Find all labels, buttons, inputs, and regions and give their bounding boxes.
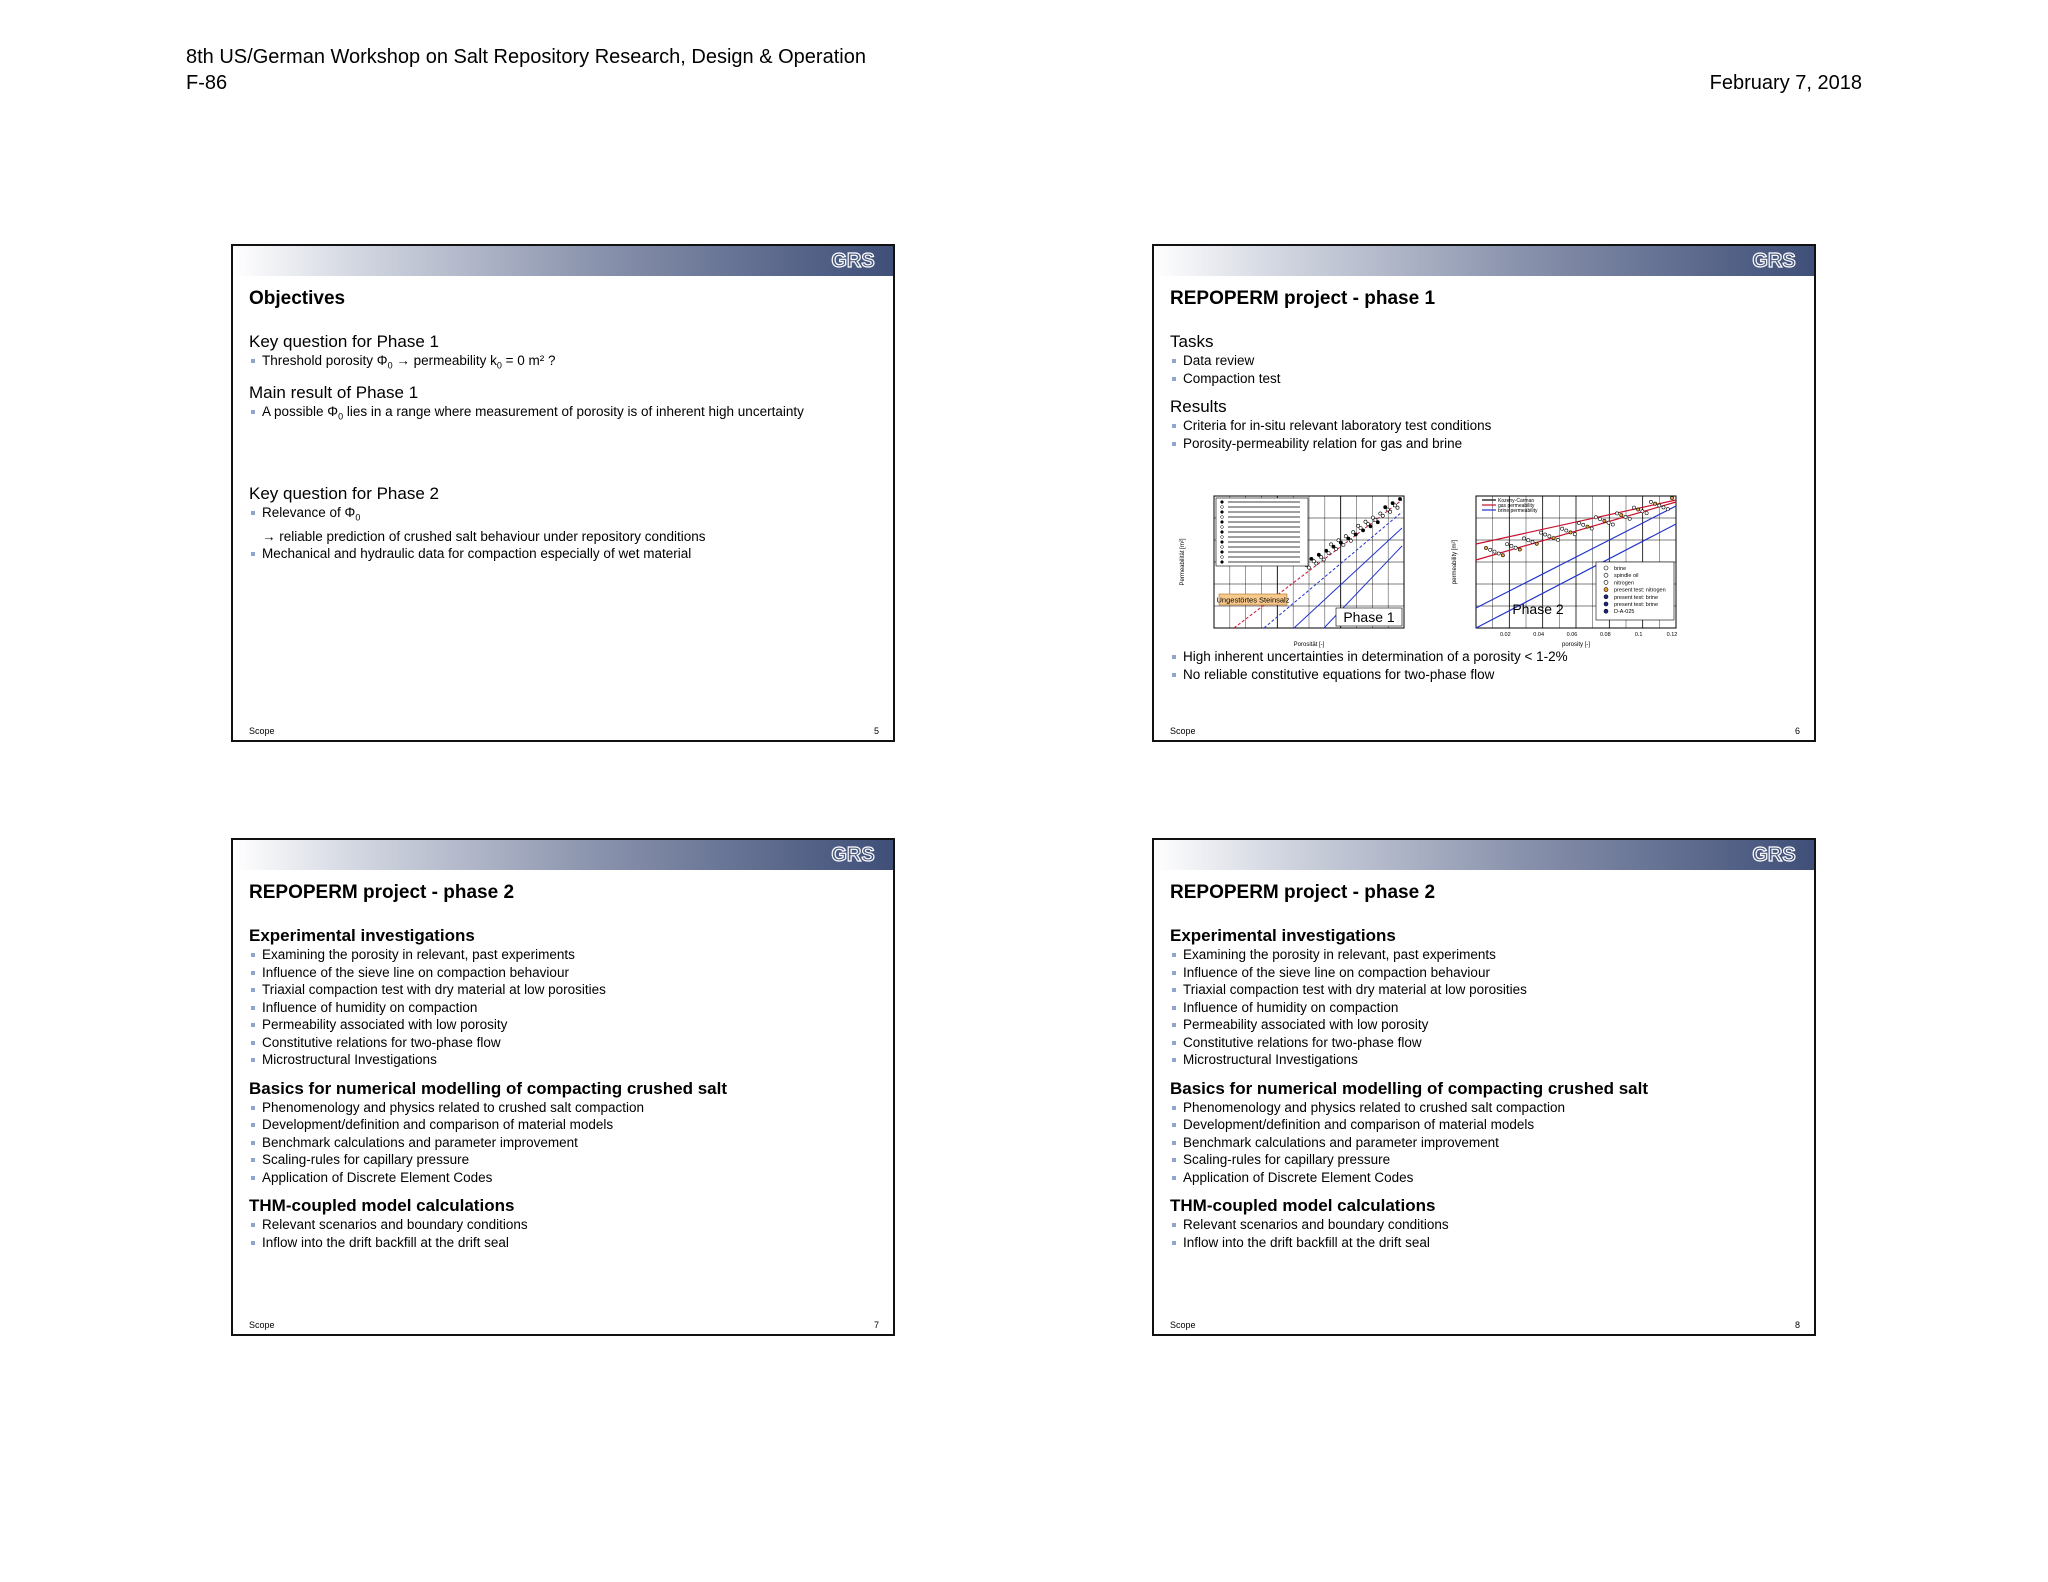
bullet-item: Relevance of $\Phi_0$ <box>249 504 881 527</box>
phase2-point <box>1489 548 1492 551</box>
phase2-x-tick-label: 0.12 <box>1666 632 1678 638</box>
phase2-point <box>1662 506 1665 509</box>
phase1-chart <box>1174 488 1414 648</box>
phase2-point <box>1586 525 1589 528</box>
bullet-item: Examining the porosity in relevant, past experiments <box>249 946 881 964</box>
phase1-point <box>1398 497 1401 500</box>
phase1-data-points <box>1302 497 1401 569</box>
slide-number: 8 <box>1794 1320 1800 1330</box>
grs-logo-icon <box>1748 248 1800 272</box>
phase2-point <box>1531 540 1534 543</box>
slide-content <box>1170 332 1802 452</box>
slide-number: 6 <box>1794 726 1800 736</box>
phase2-point <box>1594 516 1597 519</box>
phase2-legend-label: present test: brine <box>1614 602 1659 608</box>
phase2-legend-label: nitrogen <box>1614 580 1634 587</box>
bullet-item: Threshold porosity $\Phi_0$ → permeability $k_0 = 0$ m² ? <box>249 352 881 375</box>
phase2-chart <box>1446 488 1686 648</box>
svg-text:GRS: GRS <box>1752 844 1796 866</box>
slide-number: 5 <box>873 726 879 736</box>
phase2-point <box>1632 506 1635 509</box>
phase2-x-tick-label: 0.04 <box>1533 632 1545 638</box>
phase1-x-axis-label: Porosität [-] <box>1293 642 1325 648</box>
phase2-legend-label: present test: nitrogen <box>1614 587 1666 594</box>
phase2-point <box>1582 523 1585 526</box>
bullet-item: Influence of the sieve line on compaction behaviour <box>249 964 881 982</box>
bullet-item: No reliable constitutive equations for two-phase flow <box>1170 666 1802 684</box>
bullet-item: Relevant scenarios and boundary conditions <box>249 1216 881 1234</box>
grs-logo-icon <box>827 248 879 272</box>
phase1-point <box>1396 506 1399 509</box>
bullet-item: High inherent uncertainties in determination of a porosity < 1-2% <box>1170 648 1802 666</box>
bullet-item: Application of Discrete Element Codes <box>249 1169 881 1187</box>
phase2-x-tick-label: 0.06 <box>1566 632 1578 638</box>
phase2-point <box>1620 514 1623 517</box>
phase2-point <box>1590 527 1593 530</box>
phase1-point <box>1349 539 1352 542</box>
phase2-point <box>1535 542 1538 545</box>
phase2-legend-marker <box>1604 602 1608 606</box>
bullet-item: Development/definition and comparison of material models <box>1170 1116 1802 1134</box>
phase2-x-ticks <box>1500 632 1677 638</box>
bullet-item: Inflow into the drift backfill at the drift seal <box>249 1234 881 1252</box>
phase2-point <box>1569 531 1572 534</box>
slide-phase1 <box>1152 244 1816 742</box>
slide-number: 7 <box>873 1320 879 1330</box>
slide-footer: Scope <box>1170 1320 1196 1330</box>
phase1-legend-marker <box>1221 521 1224 524</box>
page-code: F-86 <box>186 72 228 94</box>
svg-text:GRS: GRS <box>831 844 875 866</box>
phase2-legend-label: present test: brine <box>1614 594 1659 601</box>
phase2-point <box>1506 543 1509 546</box>
bullet-item: Scaling-rules for capillary pressure <box>249 1151 881 1169</box>
bullet-item: Constitutive relations for two-phase flow <box>249 1034 881 1052</box>
phase1-point <box>1342 543 1345 546</box>
bullet-item: Microstructural Investigations <box>1170 1051 1802 1069</box>
bullet-item: Data review <box>1170 352 1802 370</box>
phase1-legend-marker <box>1221 516 1224 519</box>
svg-text:GRS: GRS <box>831 250 875 272</box>
phase2-y-axis-label: permeability [m²] <box>1452 539 1458 585</box>
slide-content <box>1170 926 1802 1251</box>
bullet-item: Permeability associated with low porosity <box>1170 1016 1802 1034</box>
bullet-item: A possible $\Phi_0$ lies in a range where measurement of porosity is of inherent high uncertainty <box>249 403 881 426</box>
phase1-tag-label: Ungestörtes Steinsalz <box>1216 595 1290 605</box>
phase2-x-tick-label: 0.08 <box>1599 632 1611 638</box>
phase2-point <box>1561 527 1564 530</box>
page-date: February 7, 2018 <box>1709 72 1862 94</box>
phase1-label: Phase 1 <box>1343 609 1395 625</box>
bullet-item: Influence of humidity on compaction <box>1170 999 1802 1017</box>
phase2-point <box>1484 546 1487 549</box>
phase2-legend-marker <box>1604 566 1608 570</box>
section-heading: Key question for Phase 2 <box>249 484 439 504</box>
phase2-point <box>1624 515 1627 518</box>
phase2-point <box>1556 538 1559 541</box>
slide-footer: Scope <box>249 726 275 736</box>
slide-banner <box>233 246 893 276</box>
phase1-legend-marker <box>1221 501 1224 504</box>
phase2-point <box>1493 550 1496 553</box>
bullet-item: Inflow into the drift backfill at the drift seal <box>1170 1234 1802 1252</box>
phase2-point <box>1527 539 1530 542</box>
phase2-point <box>1607 521 1610 524</box>
phase1-point <box>1334 547 1337 550</box>
bullet-item: Triaxial compaction test with dry material at low porosities <box>1170 981 1802 999</box>
phase2-legend-label: brine <box>1614 566 1627 572</box>
slide-phase2-b <box>1152 838 1816 1336</box>
phase2-point <box>1501 554 1504 557</box>
phase1-point <box>1322 558 1325 561</box>
section-heading: THM-coupled model calculations <box>1170 1196 1436 1215</box>
section-heading: Basics for numerical modelling of compacting crushed salt <box>1170 1078 1649 1098</box>
page-header-left <box>186 44 866 96</box>
phase2-point <box>1654 502 1657 505</box>
phase2-legend-label: spindle oil <box>1614 573 1639 580</box>
phase2-point <box>1603 519 1606 522</box>
bullet-item: Triaxial compaction test with dry material at low porosities <box>249 981 881 999</box>
section-heading: Results <box>1170 397 1227 416</box>
phase2-legend-line-label: gas permeability <box>1498 502 1535 509</box>
phase1-point <box>1369 525 1372 528</box>
phase1-point <box>1389 510 1392 513</box>
bullet-item: Constitutive relations for two-phase flow <box>1170 1034 1802 1052</box>
phase1-point <box>1376 521 1379 524</box>
phase2-point <box>1522 537 1525 540</box>
bullet-item: Examining the porosity in relevant, past experiments <box>1170 946 1802 964</box>
phase1-legend-marker <box>1221 546 1224 549</box>
slide-content <box>249 332 881 563</box>
grs-logo-icon <box>1748 842 1800 866</box>
bullet-item: Influence of humidity on compaction <box>249 999 881 1017</box>
phase1-point <box>1362 529 1365 532</box>
phase2-x-axis-label: porosity [-] <box>1561 642 1591 648</box>
phase2-point <box>1510 544 1513 547</box>
slide-phase2-a <box>231 838 895 1336</box>
phase1-legend-marker <box>1221 511 1224 514</box>
phase2-legend-line-label: brine permeability <box>1498 507 1538 514</box>
bullet-item: Microstructural Investigations <box>249 1051 881 1069</box>
grs-logo-icon <box>827 842 879 866</box>
phase1-legend-marker <box>1221 556 1224 559</box>
bullet-item: Application of Discrete Element Codes <box>1170 1169 1802 1187</box>
slide-conclusions <box>1170 648 1802 683</box>
phase2-point <box>1649 500 1652 503</box>
section-heading: Key question for Phase 1 <box>249 332 439 351</box>
phase2-point <box>1552 537 1555 540</box>
slide-title: REPOPERM project - phase 2 <box>249 882 515 903</box>
phase2-legend-marker <box>1604 588 1608 592</box>
phase2-point <box>1628 517 1631 520</box>
phase2-legend-line-label: Kozeny-Carman <box>1498 497 1535 504</box>
bullet-continuation: → reliable prediction of crushed salt behaviour under repository conditions <box>262 528 706 544</box>
phase1-point <box>1315 562 1318 565</box>
bullet-item: Criteria for in-situ relevant laboratory test conditions <box>1170 417 1802 435</box>
phase2-legend-label: D-A-025 <box>1614 609 1635 616</box>
phase2-point <box>1670 496 1673 499</box>
phase2-point <box>1599 518 1602 521</box>
phase2-point <box>1666 508 1669 511</box>
phase1-legend-marker <box>1221 531 1224 534</box>
phase2-point <box>1539 531 1542 534</box>
bullet-item: Development/definition and comparison of material models <box>249 1116 881 1134</box>
slide-title: Objectives <box>249 288 346 309</box>
phase2-legend-marker <box>1604 595 1608 599</box>
phase1-y-axis-label: Permeabilität [m²] <box>1180 538 1186 586</box>
phase2-point <box>1615 512 1618 515</box>
section-heading: Basics for numerical modelling of compacting crushed salt <box>249 1078 728 1098</box>
section-heading: Experimental investigations <box>1170 926 1396 945</box>
slide-banner <box>1154 840 1814 870</box>
workshop-title: 8th US/German Workshop on Salt Repository Research, Design & Operation <box>186 46 866 68</box>
slide-footer: Scope <box>249 1320 275 1330</box>
bullet-item: Influence of the sieve line on compaction behaviour <box>1170 964 1802 982</box>
phase2-x-tick-label: 0.1 <box>1634 632 1643 638</box>
phase2-point <box>1565 529 1568 532</box>
phase2-legend-marker <box>1604 580 1608 584</box>
phase2-point <box>1518 548 1521 551</box>
phase1-legend-marker <box>1221 551 1224 554</box>
phase2-x-tick-label: 0.02 <box>1499 632 1511 638</box>
bullet-item: Benchmark calculations and parameter improvement <box>249 1134 881 1152</box>
phase2-point <box>1548 535 1551 538</box>
bullet-item: Relevant scenarios and boundary conditions <box>1170 1216 1802 1234</box>
bullet-item: Mechanical and hydraulic data for compaction especially of wet material <box>249 545 881 563</box>
slide-content <box>249 926 881 1251</box>
bullet-item: Phenomenology and physics related to crushed salt compaction <box>1170 1099 1802 1117</box>
phase2-legend-marker <box>1604 573 1608 577</box>
section-heading: Tasks <box>1170 332 1214 351</box>
section-heading: THM-coupled model calculations <box>249 1196 515 1215</box>
slide-footer: Scope <box>1170 726 1196 736</box>
section-heading: Experimental investigations <box>249 926 475 945</box>
phase1-legend-marker <box>1221 526 1224 529</box>
bullet-item: Permeability associated with low porosity <box>249 1016 881 1034</box>
phase2-point <box>1544 533 1547 536</box>
bullet-item: Porosity-permeability relation for gas and brine <box>1170 435 1802 453</box>
section-heading: Main result of Phase 1 <box>249 383 419 403</box>
slide-title: REPOPERM project - phase 1 <box>1170 288 1436 309</box>
svg-text:GRS: GRS <box>1752 250 1796 272</box>
phase2-point <box>1658 504 1661 507</box>
phase1-legend-marker <box>1221 506 1224 509</box>
phase1-point <box>1327 552 1330 555</box>
phase2-line-legend <box>1482 498 1538 514</box>
phase1-point <box>1381 514 1384 517</box>
phase2-label: Phase 2 <box>1512 601 1564 617</box>
phase2-legend-marker <box>1604 609 1608 613</box>
phase1-legend-marker <box>1221 561 1224 564</box>
phase2-point <box>1645 512 1648 515</box>
bullet-item: Scaling-rules for capillary pressure <box>1170 1151 1802 1169</box>
phase2-point <box>1637 508 1640 511</box>
slide-banner <box>1154 246 1814 276</box>
phase1-point <box>1307 566 1310 569</box>
phase1-point <box>1354 533 1357 536</box>
phase2-point <box>1641 510 1644 513</box>
phase2-point <box>1514 546 1517 549</box>
phase1-legend-marker <box>1221 536 1224 539</box>
phase2-point <box>1497 552 1500 555</box>
slide-banner <box>233 840 893 870</box>
bullet-item: Phenomenology and physics related to crushed salt compaction <box>249 1099 881 1117</box>
slide-objectives <box>231 244 895 742</box>
phase2-point <box>1577 521 1580 524</box>
bullet-item: Benchmark calculations and parameter improvement <box>1170 1134 1802 1152</box>
bullet-item: Compaction test <box>1170 370 1802 388</box>
slide-title: REPOPERM project - phase 2 <box>1170 882 1436 903</box>
phase1-legend-marker <box>1221 541 1224 544</box>
phase2-point <box>1611 523 1614 526</box>
phase2-point <box>1573 533 1576 536</box>
